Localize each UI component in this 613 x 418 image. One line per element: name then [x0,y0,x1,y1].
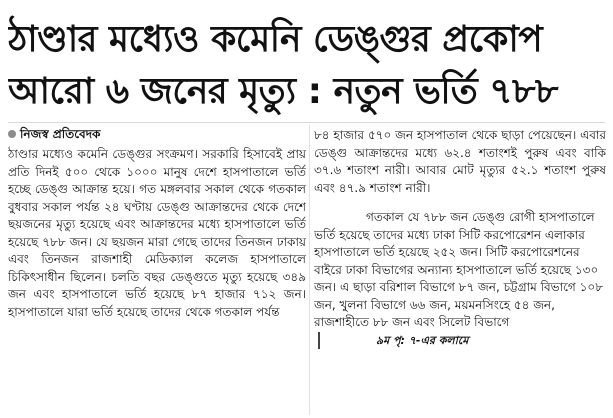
paragraph-gap [314,197,606,209]
byline [8,124,100,144]
headline [8,14,605,118]
headline-line-2: আরো ৬ জনের মৃত্যু : নতুন ভর্তি ৭৮৮ [8,71,558,112]
article-column-1 [8,146,306,414]
column-1-paragraph: ঠাণ্ডার মধ্যেও কমেনি ডেঙ্গুর সংক্রমণ। সরকারি হিসাবেই প্রায় প্রতি দিনই ৫০০ থেকে ১০০০ মানুষ দেশে হাসপাতালে ভর্তি হচ্ছে ডেঙ্গু আক্রান্ত হয়ে। গত মঙ্গলবার সকাল থেকে গতকাল বুধবার সকাল পর্যন্ত ২৪ ঘণ্টায় ডেঙ্গু আক্রান্তদের থেকে দেশে ছয়জনের মৃত্যু হয়েছে এবং আক্রান্তদের মধ্যে হাসপাতালে ভর্তি হয়েছে ৭৮৮ জন। যে ছয়জন মারা গেছে তাদের তিনজন ঢাকায় এবং তিনজন রাজশাহী মেডিক্যাল কলেজ হাসপাতালে চিকিৎসাধীন ছিলেন। চলতি বছর ডেঙ্গুতে মৃত্যু হয়েছে ৩৪৯ জন এবং হাসপাতালে ভর্তি হয়েছে ৮৭ হাজার ৭১২ জন। হাসপাতালে যারা ভর্তি হয়েছে তাদের থেকে গতকাল পর্যন্ত [8,147,306,319]
continuation-note[interactable]: ৯ম পৃ: ৭-এর কলামে [318,332,468,350]
headline-line-1: ঠাণ্ডার মধ্যেও কমেনি ডেঙ্গুর প্রকোপ [8,19,543,60]
column-2-paragraph-2-text: গতকাল যে ৭৮৮ জন ডেঙ্গু রোগী হাসপাতালে ভর্তি হয়েছে তাদের মধ্যে ঢাকা সিটি করপোরেশন এলাকার হাসপাতালে ভর্তি হয়েছে ২৫২ জন। সিটি করপোরেশনের বাইরে ঢাকা বিভাগের অন্যান্য হাসপাতালে ভর্তি হয়েছে ১৩০ জন। এ ছাড়া বরিশাল বিভাগে ৮৭ জন, চট্টগ্রাম বিভাগে ১০৮ জন, খুলনা বিভাগে ৬৬ জন, ময়মনসিংহে ৫৪ জন, রাজশাহীতে ৮৮ জন এবং সিলেট বিভাগে [314,210,603,329]
headline-divider [8,122,605,123]
column-divider [309,125,310,415]
byline-text: নিজস্ব প্রতিবেদক [20,127,101,141]
column-2-paragraph-2 [314,209,606,349]
column-2-paragraph-1: ৮৪ হাজার ৫৭০ জন হাসপাতাল থেকে ছাড়া পেয়েছেন। এবার ডেঙ্গু আক্রান্তদের মধ্যে ৬২.৪ শতাংশই পুরুষ এবং বাকি ৩৭.৬ শতাংশ নারী। আবার মোট মৃত্যুর ৫২.১ শতাংশ পুরুষ এবং ৪৭.৯ শতাংশ নারী। [314,128,606,195]
byline-bullet-icon [8,130,16,138]
article-column-2 [314,127,606,414]
